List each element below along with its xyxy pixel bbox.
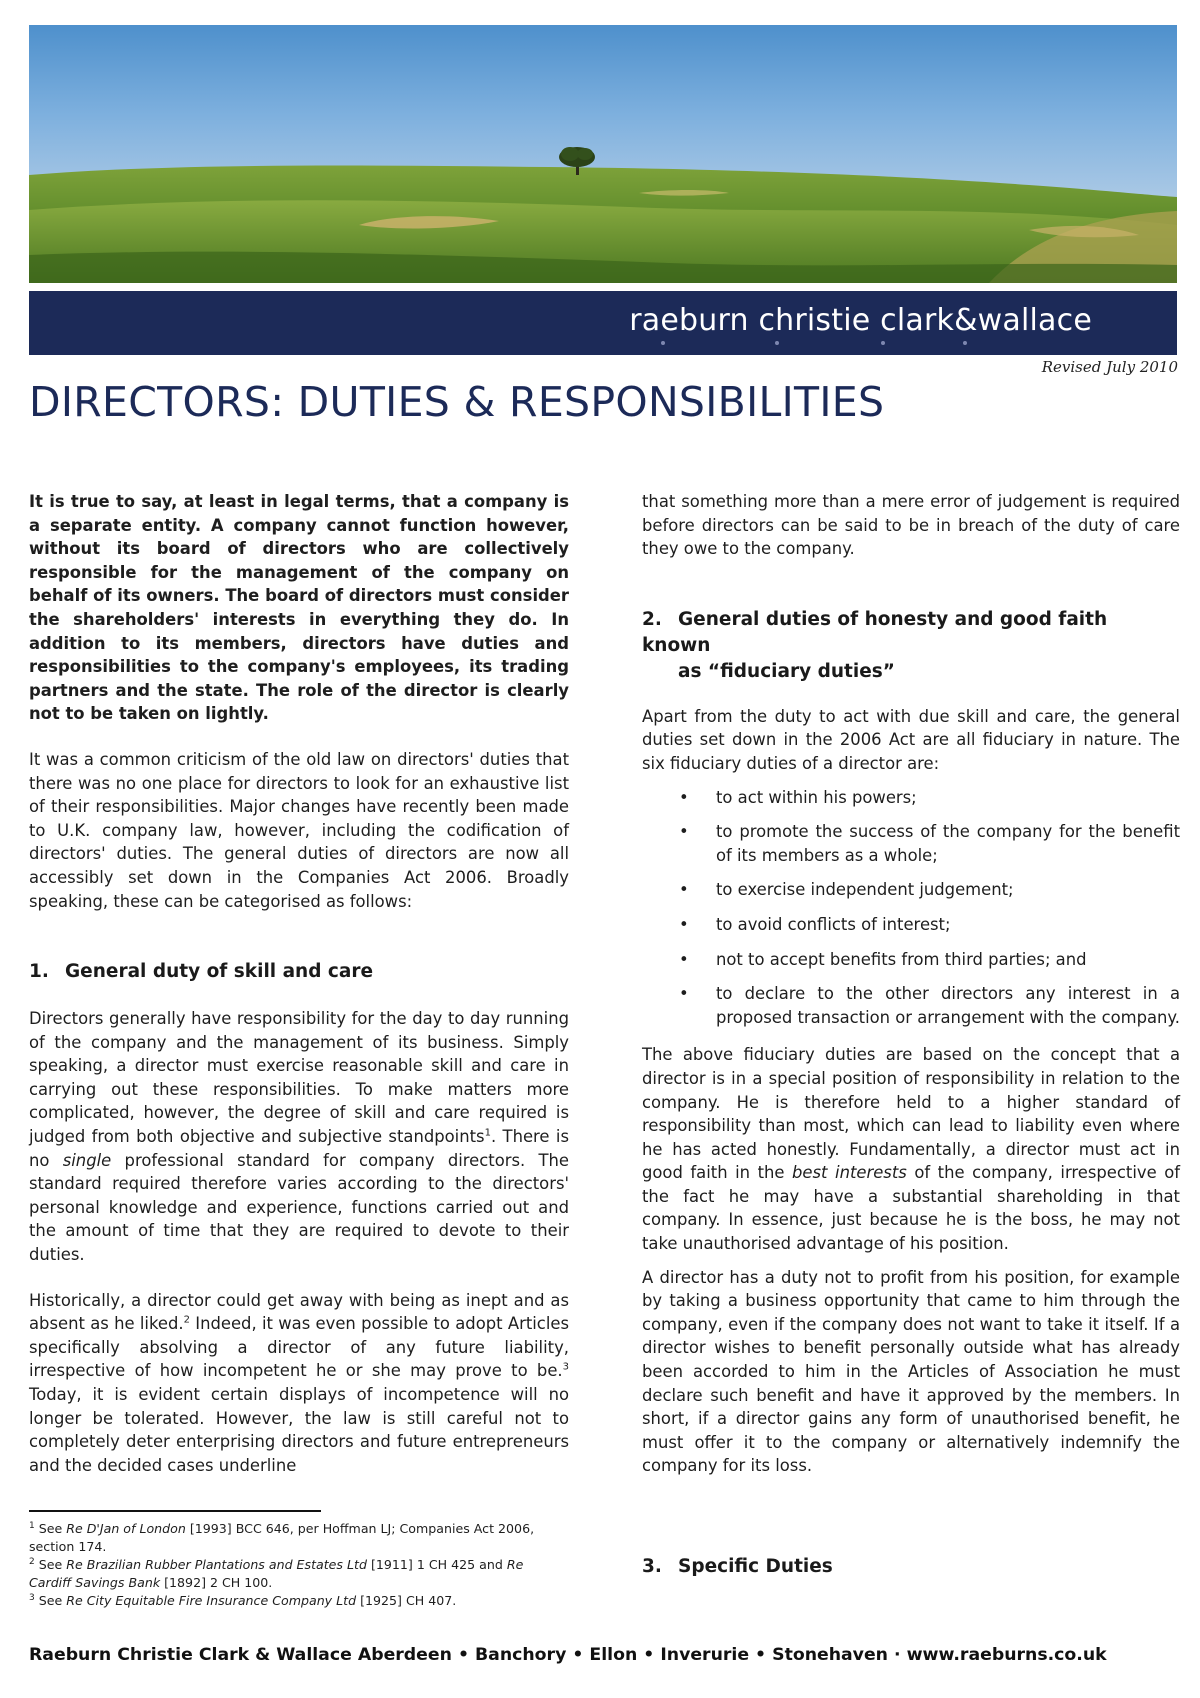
brand-dots [29, 291, 1177, 355]
list-item [642, 878, 1180, 902]
text-run: [1993] BCC 646, per Hoffman LJ; Companies Act 2006, section 174. [29, 1521, 535, 1554]
footnote-ref: 2 [183, 1314, 190, 1326]
case-name: Re Brazilian Rubber Plantations and Estates Ltd [66, 1557, 367, 1572]
text-run: [1925] CH 407. [356, 1593, 457, 1608]
text-run: of the company, irrespective of the fact he may have a substantial shareholding in that company. In essence, just because he is the boss, he may not take unauthorised advantage of his position. [642, 1163, 1180, 1254]
page-footer: Raeburn Christie Clark & Wallace Aberdeen • Banchory • Ellon • Inverurie • Stonehaven · www.raeburns.co.uk [29, 1645, 1107, 1665]
paragraph [29, 1007, 569, 1267]
text-run: [1911] 1 CH 425 and [366, 1557, 507, 1572]
list-item-text: to act within his powers; [716, 787, 917, 807]
text-run: See [34, 1557, 67, 1572]
bullet-icon: • [679, 822, 689, 842]
revised-date: Revised July 2010 [1041, 358, 1178, 376]
brand-logo-text: raeburn christie clark&wallace [629, 303, 1092, 338]
section-title: General duties of honesty and good faith known [642, 608, 1108, 656]
emphasis: single [62, 1150, 112, 1170]
list-item-text: to exercise independent judgement; [716, 880, 1014, 900]
footnote-ref: 1 [484, 1127, 491, 1139]
brand-dot [775, 341, 779, 345]
list-item-text: to promote the success of the company for the benefit of its members as a whole; [716, 822, 1180, 865]
paragraph: that something more than a mere error of judgement is required before directors can be said to be in breach of the duty of care they owe to the company. [642, 492, 1180, 559]
bullet-icon: • [679, 914, 689, 934]
right-column [642, 490, 1180, 1580]
footnote-divider [29, 1510, 321, 1512]
text-run: Indeed, it was even possible to adopt Articles specifically absolving a director of any future liability, irrespective of how incompetent he or she may prove to be. [29, 1314, 569, 1381]
bullet-icon: • [679, 949, 689, 969]
text-run: Historically, a director could get away with being as inept and as absent as he liked. [29, 1290, 569, 1334]
emphasis: best interests [792, 1163, 907, 1183]
intro-paragraph: It is true to say, at least in legal terms, that a company is a separate entity. A company cannot function however, without its board of directors who are collectively responsible for the management of the company on behalf of its owners. The board of directors must consider the shareholders' interests in everything they do. In addition to its members, directors have duties and responsibilities to the company's employees, its trading partners and the state. The role of the director is clearly not to be taken on lightly. [29, 492, 569, 724]
section-title: General duty of skill and care [65, 961, 374, 983]
footnote [29, 1520, 569, 1556]
section-3-heading [642, 1554, 1180, 1580]
section-number: 2. [642, 608, 662, 630]
section-number: 1. [29, 961, 49, 983]
text-run: Directors generally have responsibility for the day to day running of the company and the management of its business. Simply speaking, a director must exercise reasonable skill and care in carrying out these responsibilities. To make matters more complicated, however, the degree of skill and care required is judged from both objective and subjective standpoints [29, 1009, 569, 1147]
bullet-icon: • [679, 984, 689, 1004]
footnote-number: 1 [29, 1520, 35, 1531]
list-item-text: not to accept benefits from third parties; and [716, 949, 1087, 969]
paragraph [642, 1043, 1180, 1255]
paragraph: It was a common criticism of the old law on directors' duties that there was no one place for directors to look for an exhaustive list of their responsibilities. Major changes have recently been made to U.K. company law, however, including the codification of directors' duties. The general duties of directors are now all accessibly set down in the Companies Act 2006. Broadly speaking, these can be categorised as follows: [29, 749, 569, 911]
bullet-icon: • [679, 880, 689, 900]
text-run: The above fiduciary duties are based on the concept that a director is in a special position of responsibility in relation to the company. He is therefore held to a higher standard of responsibility than most, which can lead to liability even where he has acted honestly. Fundamentally, a director must act in good faith in the [642, 1045, 1180, 1183]
list-item-text: to avoid conflicts of interest; [716, 914, 951, 934]
section-number: 3. [642, 1556, 662, 1577]
bullet-icon: • [679, 787, 689, 807]
section-2-heading [642, 607, 1180, 685]
brand-dot [881, 341, 885, 345]
footnote [29, 1556, 569, 1592]
landscape-illustration [29, 25, 1177, 283]
list-item [642, 913, 1180, 937]
paragraph [29, 1289, 569, 1478]
brand-banner [29, 291, 1177, 355]
text-run: professional standard for company directors. The standard required therefore varies according to the directors' personal knowledge and experience, functions carried out and the amount of time that they are required to devote to their duties. [29, 1150, 569, 1265]
section-title-continued: as “fiduciary duties” [678, 660, 895, 682]
case-name: Re D'Jan of London [66, 1521, 186, 1536]
footnote-number: 3 [29, 1592, 35, 1603]
footnotes [29, 1520, 569, 1610]
list-item [642, 948, 1180, 972]
section-title: Specific Duties [678, 1556, 833, 1577]
text-run: . There is no [29, 1127, 569, 1170]
left-column [29, 490, 569, 1477]
list-item-text: to declare to the other directors any interest in a proposed transaction or arrangement with the company. [716, 984, 1180, 1027]
case-name: Re Cardiff Savings Bank [29, 1557, 524, 1590]
header-landscape-image [29, 25, 1177, 283]
page-title: DIRECTORS: DUTIES & RESPONSIBILITIES [29, 378, 885, 426]
text-run: See [34, 1521, 67, 1536]
paragraph: A director has a duty not to profit from his position, for example by taking a business opportunity that came to him through the company, even if the company does not want to take it itself. If a director wishes to benefit personally outside what has already been accorded to him in the Articles of Association he must declare such benefit and have it approved by the members. In short, if a director gains any form of unauthorised benefit, he must offer it to the company or alternatively indemnify the company for its loss. [642, 1267, 1180, 1476]
list-item [642, 820, 1180, 867]
paragraph: Apart from the duty to act with due skill and care, the general duties set down in the 2006 Act are all fiduciary in nature. The six fiduciary duties of a director are: [642, 706, 1180, 773]
case-name: Re City Equitable Fire Insurance Company Ltd [66, 1593, 357, 1608]
text-run: Today, it is evident certain displays of incompetence will no longer be tolerated. However, the law is still careful not to completely deter enterprising directors and future entrepreneurs and the decided cases underline [29, 1385, 569, 1475]
fiduciary-duties-list [642, 786, 1180, 1030]
list-item [642, 982, 1180, 1029]
text-run: See [34, 1593, 67, 1608]
brand-dot [661, 341, 665, 345]
list-item [642, 786, 1180, 810]
footnote-number: 2 [29, 1556, 35, 1567]
section-1-heading [29, 959, 569, 985]
text-run: [1892] 2 CH 100. [160, 1575, 273, 1590]
brand-dot [963, 341, 967, 345]
footnote [29, 1592, 569, 1610]
footnote-ref: 3 [562, 1361, 569, 1373]
